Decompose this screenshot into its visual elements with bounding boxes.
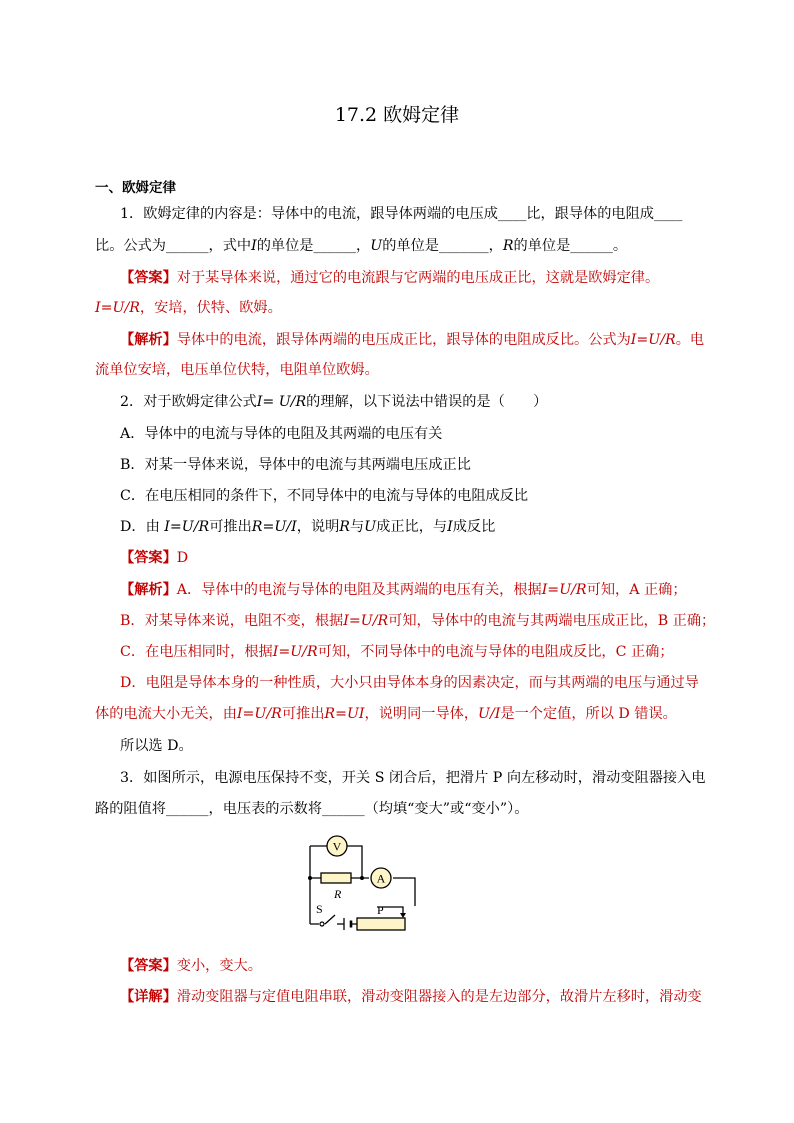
analysis-text: 可推出	[281, 706, 325, 722]
q1-text: 的单位是	[513, 238, 571, 254]
page-title: 17.2 欧姆定律	[334, 104, 460, 126]
analysis-text: B．对某导体来说，电阻不变，根据	[120, 613, 344, 629]
q1-analysis	[120, 330, 704, 350]
q2-option-c[interactable]: C．在电压相同的条件下，不同导体中的电流与导体的电阻成反比	[120, 488, 529, 504]
var-r: R	[502, 238, 514, 254]
q3-blank-a[interactable]: ______	[165, 801, 209, 817]
q1-answer	[120, 268, 659, 288]
q2-option-a[interactable]: A．导体中的电流与导体的电阻及其两端的电压有关	[120, 426, 443, 442]
q1-text: 。	[612, 238, 628, 254]
q1-text: 的单位是	[382, 238, 439, 254]
q3-blank-b[interactable]: ______	[322, 801, 365, 817]
q2-stem	[120, 392, 547, 412]
q3-text: （均填“变大”或“变小”）。	[364, 801, 529, 817]
slider-arrow-icon	[400, 913, 406, 918]
q2-text: 成反比	[452, 519, 496, 535]
analysis-text: 体的电流大小无关，由	[95, 706, 237, 722]
q2-analysis-d: D．电阻是导体本身的一种性质，大小只由导体本身的因素决定，而与其两端的电压与通过导	[120, 675, 699, 691]
q2-option-d[interactable]	[120, 517, 495, 537]
q1-analysis-cont: 流单位安培，电压单位伏特，电阻单位欧姆。	[95, 362, 379, 378]
analysis-tag: 【解析】	[120, 582, 177, 598]
circuit-diagram	[305, 829, 425, 939]
q2-text: 与	[349, 519, 365, 535]
q3-text: 路的阻值将	[95, 801, 166, 817]
var-u: U	[364, 519, 377, 535]
q2-text: 成正比，与	[376, 519, 448, 535]
analysis-text: 导体中的电流，跟导体两端的电压成正比，跟导体的电阻成反比。公式为	[176, 332, 631, 348]
q1-line-1	[120, 204, 682, 224]
analysis-text: 可知，A 正确；	[586, 582, 687, 598]
q1-blank-d[interactable]: ______	[313, 238, 357, 254]
q2-option-b[interactable]: B．对某一导体来说，导体中的电流与其两端电压成正比	[120, 457, 471, 473]
q1-text: 比，跟导体的电阻成	[526, 206, 654, 222]
slider-label: P	[377, 903, 384, 917]
answer-text: ，安培，伏特、欧姆。	[139, 300, 282, 316]
q1-blank-b[interactable]: ____	[653, 206, 683, 222]
analysis-text: 可知，导体中的电流与其两端电压成正比，B 正确；	[388, 613, 716, 629]
var-i: I	[447, 519, 453, 535]
q2-text: D．由	[120, 519, 160, 535]
analysis-text: A．导体中的电流与导体的电阻及其两端的电压有关，根据	[176, 582, 542, 598]
switch-label: S	[316, 902, 323, 916]
formula: U/I	[478, 706, 501, 722]
formula: I=U/R	[95, 300, 140, 316]
section-heading: 一、欧姆定律	[95, 180, 176, 196]
q1-line-2	[95, 236, 627, 256]
q1-text: 比。公式为	[95, 238, 166, 254]
formula: I=U/R	[630, 332, 676, 348]
analysis-tag: 【解析】	[120, 332, 177, 348]
q1-text: 的单位是	[256, 238, 314, 254]
q3-line-1: 3．如图所示，电源电压保持不变，开关 S 闭合后，把滑片 P 向左移动时，滑动变阻器接入电	[120, 770, 706, 786]
q1-answer-cont	[95, 298, 282, 318]
answer-text: D	[176, 550, 189, 566]
voltmeter-label: V	[332, 839, 342, 854]
q3-line-2	[95, 799, 528, 819]
formula: I= U/R	[256, 394, 307, 410]
answer-text: 变小，变大。	[176, 958, 262, 974]
formula: I=U/R	[541, 582, 587, 598]
q2-analysis-d-cont	[95, 704, 677, 724]
q2-conclusion: 所以选 D。	[120, 738, 193, 754]
q1-blank-f[interactable]: ______	[570, 238, 613, 254]
q2-text: 的理解，以下说法中错误的是（ ）	[306, 394, 548, 410]
junction-dot	[360, 876, 364, 880]
detail-text: 滑动变阻器与定值电阻串联，滑动变阻器接入的是左边部分，故滑片左移时，滑动变	[176, 989, 702, 1005]
formula: I=U/R	[343, 613, 389, 629]
formula: I=U/R	[236, 706, 282, 722]
q1-text: ，	[488, 238, 503, 254]
formula: I=U/R	[272, 644, 318, 660]
q1-text: 1．欧姆定律的内容是：导体中的电流，跟导体两端的电压成	[120, 206, 498, 222]
junction-dot	[308, 876, 312, 880]
formula: I=U/R	[164, 519, 210, 535]
q3-detail	[120, 987, 702, 1007]
rheostat-icon	[357, 918, 405, 930]
analysis-text: C．在电压相同时，根据	[120, 644, 273, 660]
q2-answer	[120, 548, 188, 568]
analysis-text: ，说明同一导体，	[364, 706, 479, 722]
q2-text: 2．对于欧姆定律公式	[120, 394, 257, 410]
q1-blank-a[interactable]: ____	[497, 206, 527, 222]
q1-text: ，	[356, 238, 371, 254]
switch-contact	[320, 922, 324, 926]
analysis-text: 是一个定值，所以 D 错误。	[500, 706, 677, 722]
q3-text: ，电压表的示数将	[208, 801, 323, 817]
formula: R=U/I	[251, 519, 297, 535]
ammeter-label: A	[376, 871, 386, 886]
detail-tag: 【详解】	[120, 989, 177, 1005]
q2-text: 可推出	[209, 519, 252, 535]
formula: R=UI	[324, 706, 365, 722]
q2-analysis-b	[120, 611, 715, 631]
q3-answer	[120, 956, 262, 976]
q2-analysis-a	[120, 580, 687, 600]
q1-text: ，式中	[208, 238, 252, 254]
answer-tag: 【答案】	[120, 270, 177, 286]
answer-tag: 【答案】	[120, 958, 177, 974]
var-i: I	[251, 238, 257, 254]
q1-blank-e[interactable]: _______	[438, 238, 489, 254]
answer-text: 对于某导体来说，通过它的电流跟与它两端的电压成正比，这就是欧姆定律。	[176, 270, 660, 286]
resistor-label: R	[334, 887, 342, 901]
analysis-text: 。电	[675, 332, 705, 348]
answer-tag: 【答案】	[120, 550, 177, 566]
q1-blank-c[interactable]: ______	[165, 238, 209, 254]
q2-analysis-c	[120, 642, 674, 662]
resistor-icon	[321, 873, 351, 883]
var-r: R	[339, 519, 350, 535]
q2-text: ，说明	[296, 519, 340, 535]
analysis-text: 可知，不同导体中的电流与导体的电阻成反比，C 正确；	[317, 644, 674, 660]
var-u: U	[370, 238, 383, 254]
